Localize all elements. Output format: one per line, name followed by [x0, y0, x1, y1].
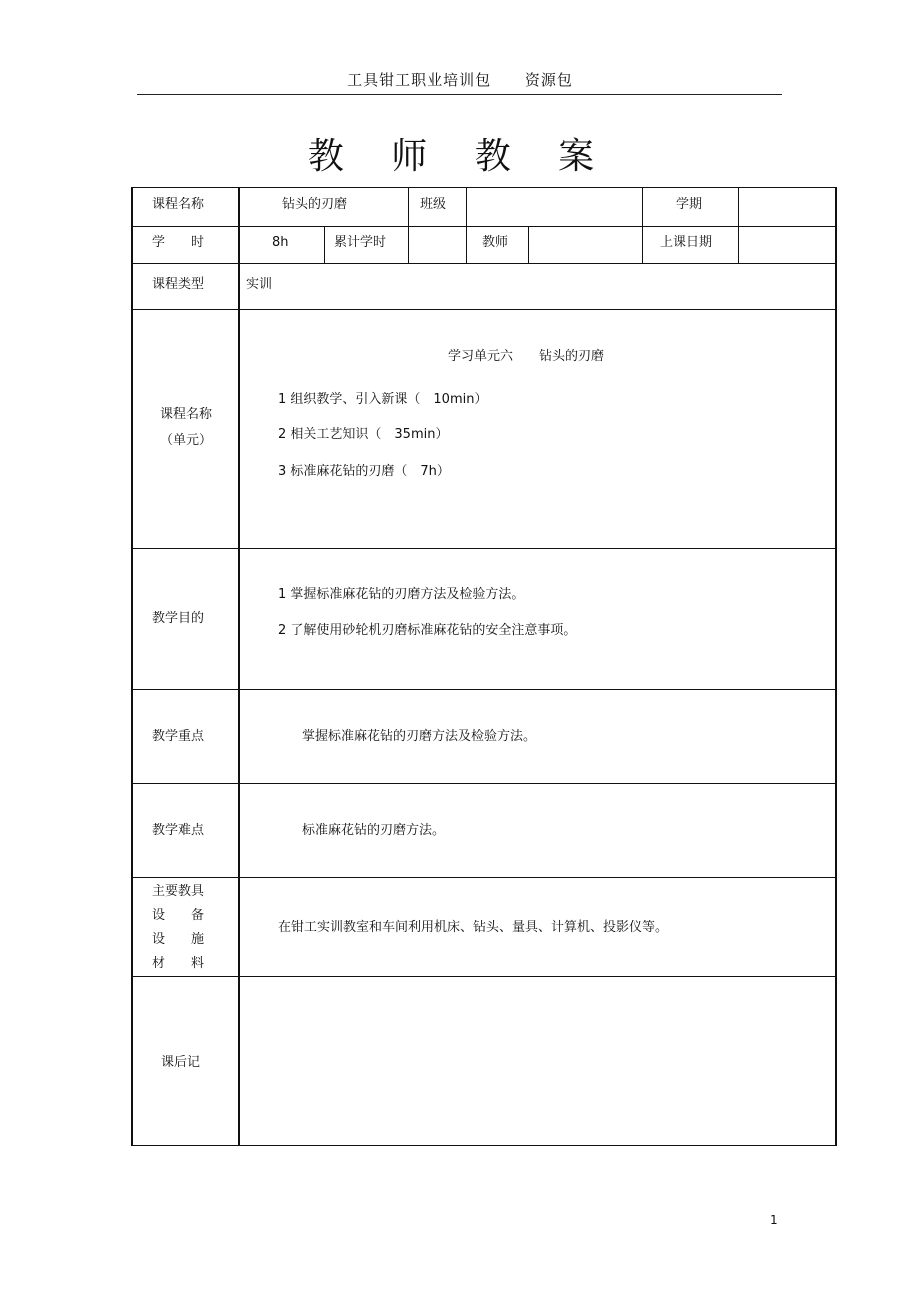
objective-item-1: 1 掌握标准麻花钻的刃磨方法及检验方法。	[278, 587, 525, 602]
header-left: 工具钳工职业培训包	[347, 71, 492, 89]
key-points-label: 教学重点	[152, 729, 205, 744]
materials-label-line1: 主要教具	[152, 884, 205, 899]
unit-item-3: 3 标准麻花钻的刃磨（ 7h）	[278, 464, 450, 479]
materials-label-line3: 设 施	[152, 932, 205, 947]
materials-text: 在钳工实训教室和车间利用机床、钻头、量具、计算机、投影仪等。	[278, 920, 669, 935]
grid-line	[408, 226, 409, 263]
class-label: 班级	[420, 197, 447, 212]
term-label: 学期	[676, 197, 703, 212]
unit-heading: 学习单元六 钻头的刃磨	[448, 349, 605, 364]
unit-item-1: 1 组织教学、引入新课（ 10min）	[278, 392, 488, 407]
grid-line	[324, 226, 325, 263]
grid-line	[131, 548, 837, 549]
grid-line	[642, 187, 643, 226]
page-number: 1	[770, 1213, 778, 1227]
grid-line	[131, 976, 837, 977]
course-type-label: 课程类型	[152, 277, 205, 292]
grid-line	[131, 187, 837, 188]
grid-line	[131, 226, 837, 227]
grid-line	[131, 263, 837, 264]
date-label: 上课日期	[660, 235, 713, 250]
grid-line	[466, 226, 467, 263]
grid-line	[466, 187, 467, 226]
materials-label-line4: 材 料	[152, 956, 205, 971]
hours-label: 学 时	[152, 235, 205, 250]
grid-line	[738, 187, 739, 226]
unit-item-2: 2 相关工艺知识（ 35min）	[278, 427, 449, 442]
grid-line	[131, 187, 133, 1146]
grid-line	[238, 187, 240, 1146]
grid-line	[528, 226, 529, 263]
difficulties-label: 教学难点	[152, 823, 205, 838]
running-header	[0, 69, 920, 90]
unit-label-line2: （单元）	[159, 433, 212, 448]
grid-line	[131, 689, 837, 690]
grid-line	[738, 226, 739, 263]
grid-line	[642, 226, 643, 263]
unit-label-line1: 课程名称	[159, 407, 212, 422]
hours-value: 8h	[272, 235, 289, 250]
grid-line	[131, 783, 837, 784]
notes-label: 课后记	[161, 1055, 201, 1070]
key-points-text: 掌握标准麻花钻的刃磨方法及检验方法。	[302, 729, 537, 744]
objective-item-2: 2 了解使用砂轮机刃磨标准麻花钻的安全注意事项。	[278, 623, 577, 638]
grid-line	[131, 1145, 837, 1146]
grid-line	[131, 877, 837, 878]
course-name-label: 课程名称	[152, 197, 205, 212]
teacher-label: 教师	[482, 235, 509, 250]
document-title: 教 师 教 案	[307, 136, 613, 177]
header-right: 资源包	[524, 71, 573, 89]
grid-line	[131, 309, 837, 310]
materials-label	[152, 884, 216, 980]
objectives-label: 教学目的	[152, 611, 205, 626]
materials-label-line2: 设 备	[152, 908, 205, 923]
course-name-value: 钻头的刃磨	[282, 197, 348, 212]
course-type-value: 实训	[246, 277, 273, 292]
header-rule	[137, 94, 782, 95]
grid-line	[835, 187, 837, 1146]
cumulative-hours-label: 累计学时	[334, 235, 387, 250]
unit-label	[146, 407, 226, 449]
difficulties-text: 标准麻花钻的刃磨方法。	[302, 823, 446, 838]
grid-line	[408, 187, 409, 226]
